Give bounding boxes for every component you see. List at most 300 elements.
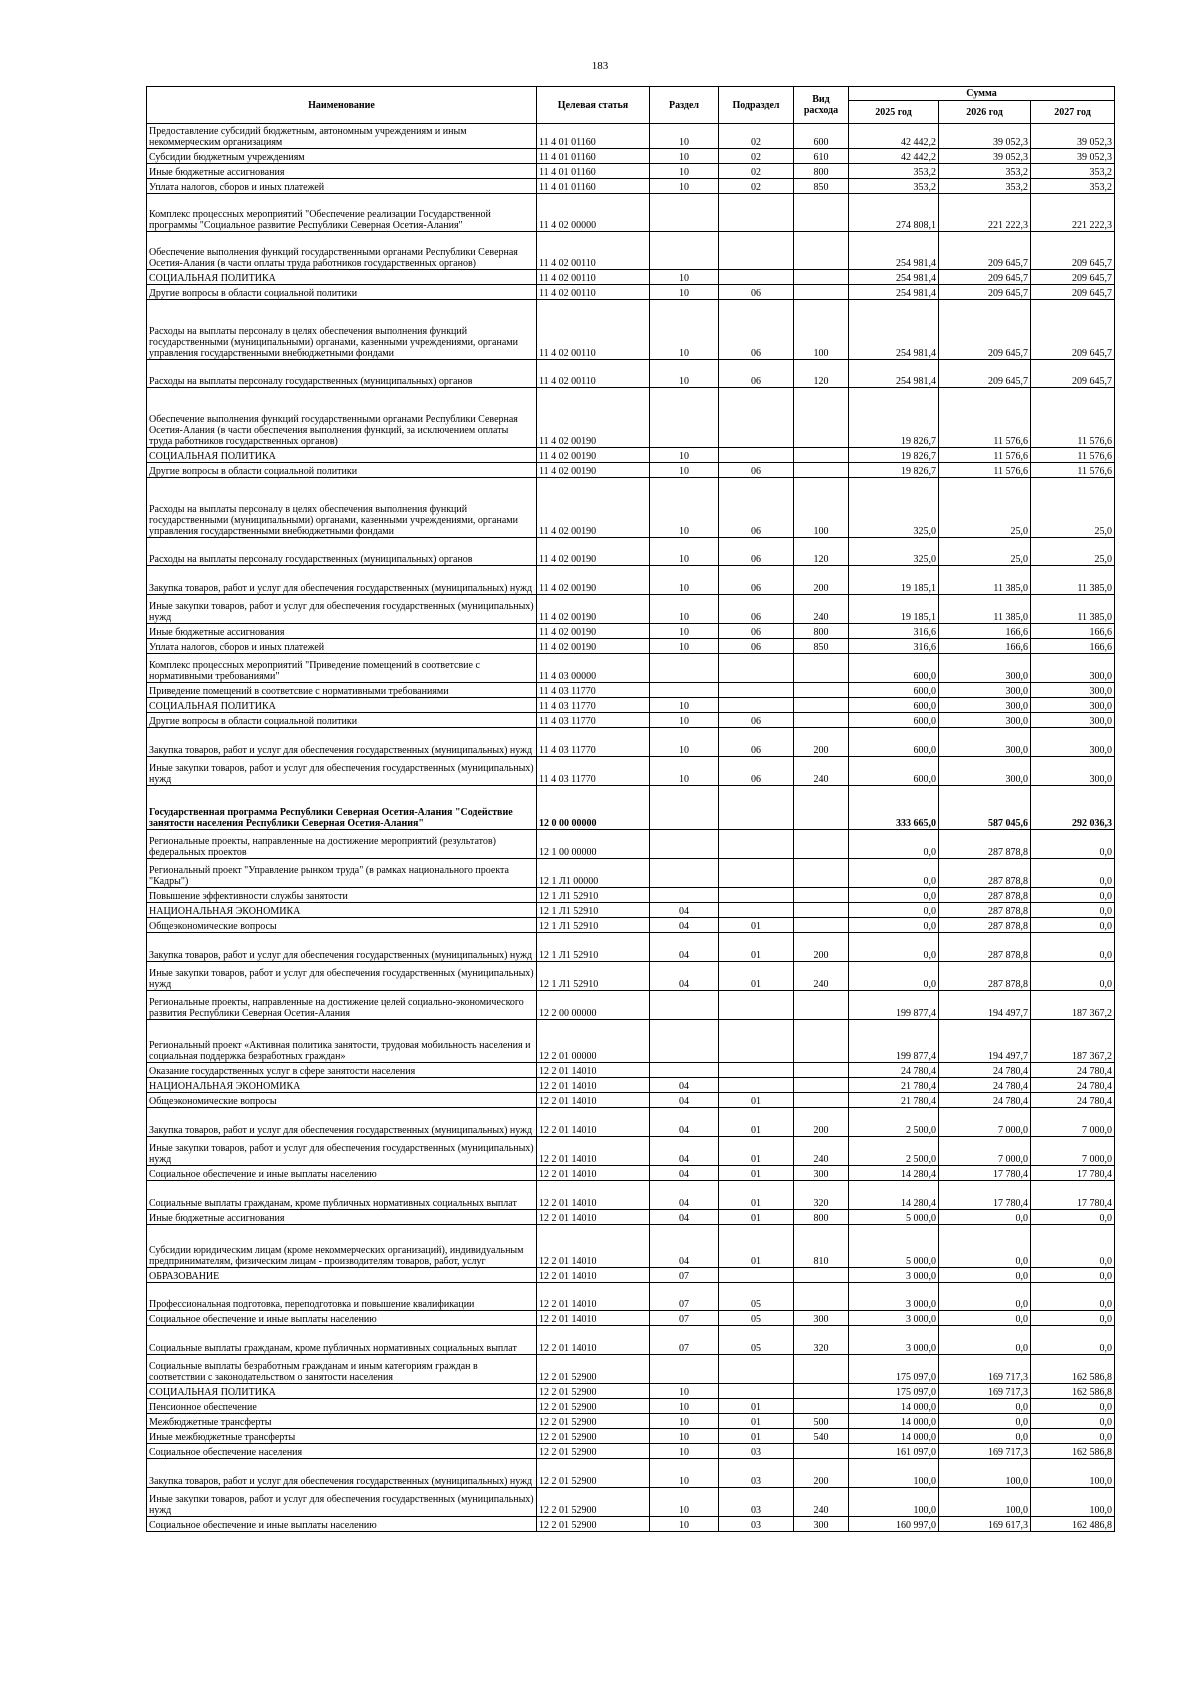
table-row — [147, 859, 1115, 888]
table-row — [147, 1488, 1115, 1517]
table-row — [147, 1355, 1115, 1384]
cell-2025: 100,0 — [849, 1488, 939, 1517]
table-row — [147, 538, 1115, 566]
table-row — [147, 1166, 1115, 1181]
cell-subsection — [719, 448, 794, 463]
cell-expense-type: 500 — [794, 1414, 849, 1429]
cell-target: 11 4 02 00190 — [537, 478, 650, 538]
cell-name: Предоставление субсидий бюджетным, автономным учреждениям и иным некоммерческим организациям — [147, 124, 537, 149]
cell-2026: 194 497,7 — [939, 991, 1031, 1020]
cell-2027: 300,0 — [1031, 683, 1115, 698]
cell-expense-type — [794, 1063, 849, 1078]
cell-expense-type: 200 — [794, 933, 849, 962]
cell-expense-type — [794, 1020, 849, 1063]
cell-subsection — [719, 194, 794, 232]
table-row — [147, 300, 1115, 360]
cell-expense-type: 320 — [794, 1326, 849, 1355]
cell-section — [650, 654, 719, 683]
cell-2026: 221 222,3 — [939, 194, 1031, 232]
cell-name: Региональный проект "Управление рынком труда" (в рамках национального проекта "Кадры") — [147, 859, 537, 888]
cell-target: 11 4 02 00190 — [537, 538, 650, 566]
cell-target: 12 0 00 00000 — [537, 786, 650, 830]
cell-name: Иные закупки товаров, работ и услуг для обеспечения государственных (муниципальных) нужд — [147, 757, 537, 786]
cell-expense-type — [794, 448, 849, 463]
table-row — [147, 1311, 1115, 1326]
cell-subsection — [719, 1268, 794, 1283]
cell-2025: 3 000,0 — [849, 1268, 939, 1283]
cell-section: 10 — [650, 300, 719, 360]
budget-table — [146, 86, 1115, 1532]
cell-2025: 100,0 — [849, 1459, 939, 1488]
cell-subsection: 01 — [719, 962, 794, 991]
cell-2026: 24 780,4 — [939, 1093, 1031, 1108]
cell-2025: 3 000,0 — [849, 1311, 939, 1326]
cell-expense-type: 240 — [794, 757, 849, 786]
cell-expense-type: 200 — [794, 728, 849, 757]
cell-2026: 100,0 — [939, 1488, 1031, 1517]
cell-subsection: 06 — [719, 566, 794, 595]
cell-target: 12 2 01 14010 — [537, 1268, 650, 1283]
cell-2026: 0,0 — [939, 1210, 1031, 1225]
cell-target: 12 2 01 14010 — [537, 1283, 650, 1311]
cell-target: 12 2 01 52900 — [537, 1444, 650, 1459]
cell-expense-type: 850 — [794, 639, 849, 654]
cell-2025: 0,0 — [849, 962, 939, 991]
cell-2027: 100,0 — [1031, 1459, 1115, 1488]
table-header — [147, 87, 1115, 124]
cell-section: 10 — [650, 1414, 719, 1429]
table-row — [147, 1063, 1115, 1078]
cell-section: 10 — [650, 639, 719, 654]
cell-2026: 24 780,4 — [939, 1063, 1031, 1078]
cell-section — [650, 786, 719, 830]
table-row — [147, 683, 1115, 698]
cell-section: 10 — [650, 566, 719, 595]
cell-subsection — [719, 830, 794, 859]
header-section: Раздел — [650, 87, 719, 124]
cell-subsection: 06 — [719, 463, 794, 478]
cell-2027: 0,0 — [1031, 903, 1115, 918]
table-row — [147, 124, 1115, 149]
cell-name: Другие вопросы в области социальной политики — [147, 463, 537, 478]
cell-expense-type: 610 — [794, 149, 849, 164]
cell-target: 12 2 01 14010 — [537, 1063, 650, 1078]
cell-2027: 162 586,8 — [1031, 1355, 1115, 1384]
cell-name: Закупка товаров, работ и услуг для обеспечения государственных (муниципальных) нужд — [147, 566, 537, 595]
cell-expense-type — [794, 786, 849, 830]
table-row — [147, 1444, 1115, 1459]
cell-expense-type: 120 — [794, 538, 849, 566]
table-row — [147, 1093, 1115, 1108]
cell-2025: 325,0 — [849, 538, 939, 566]
cell-expense-type: 600 — [794, 124, 849, 149]
cell-2027: 7 000,0 — [1031, 1137, 1115, 1166]
cell-section: 10 — [650, 478, 719, 538]
cell-2025: 254 981,4 — [849, 270, 939, 285]
table-row — [147, 1384, 1115, 1399]
cell-2026: 169 717,3 — [939, 1384, 1031, 1399]
cell-2025: 14 000,0 — [849, 1399, 939, 1414]
cell-expense-type — [794, 1355, 849, 1384]
table-row — [147, 1326, 1115, 1355]
cell-2026: 300,0 — [939, 757, 1031, 786]
cell-target: 11 4 02 00190 — [537, 639, 650, 654]
cell-target: 12 2 01 14010 — [537, 1181, 650, 1210]
cell-target: 11 4 03 11770 — [537, 728, 650, 757]
cell-subsection: 06 — [719, 538, 794, 566]
cell-name: СОЦИАЛЬНАЯ ПОЛИТИКА — [147, 270, 537, 285]
cell-2026: 287 878,8 — [939, 830, 1031, 859]
cell-2026: 287 878,8 — [939, 933, 1031, 962]
cell-2026: 166,6 — [939, 624, 1031, 639]
cell-2025: 0,0 — [849, 859, 939, 888]
cell-2025: 42 442,2 — [849, 124, 939, 149]
cell-subsection: 01 — [719, 918, 794, 933]
cell-subsection: 01 — [719, 933, 794, 962]
cell-expense-type — [794, 194, 849, 232]
cell-target: 11 4 02 00190 — [537, 388, 650, 448]
cell-expense-type: 120 — [794, 360, 849, 388]
cell-2026: 17 780,4 — [939, 1166, 1031, 1181]
cell-2026: 11 385,0 — [939, 595, 1031, 624]
cell-section — [650, 388, 719, 448]
cell-2025: 24 780,4 — [849, 1063, 939, 1078]
cell-2026: 25,0 — [939, 478, 1031, 538]
cell-target: 12 1 Л1 52910 — [537, 903, 650, 918]
cell-section — [650, 194, 719, 232]
cell-section: 07 — [650, 1283, 719, 1311]
cell-2026: 11 385,0 — [939, 566, 1031, 595]
cell-2025: 14 280,4 — [849, 1166, 939, 1181]
cell-2027: 11 576,6 — [1031, 463, 1115, 478]
cell-2027: 353,2 — [1031, 164, 1115, 179]
cell-name: Региональные проекты, направленные на достижение целей социально-экономического развития Республики Северная Осетия-Алания — [147, 991, 537, 1020]
header-expense-type: Вид расхода — [794, 87, 849, 124]
cell-subsection: 01 — [719, 1210, 794, 1225]
cell-subsection: 02 — [719, 149, 794, 164]
page-number: 183 — [591, 60, 609, 72]
cell-2027: 39 052,3 — [1031, 149, 1115, 164]
cell-expense-type — [794, 1078, 849, 1093]
cell-2027: 24 780,4 — [1031, 1063, 1115, 1078]
cell-target: 12 1 Л1 00000 — [537, 859, 650, 888]
cell-subsection — [719, 1355, 794, 1384]
cell-2025: 316,6 — [849, 639, 939, 654]
cell-subsection: 01 — [719, 1225, 794, 1268]
cell-expense-type — [794, 859, 849, 888]
cell-2027: 11 385,0 — [1031, 566, 1115, 595]
cell-target: 12 2 01 52900 — [537, 1399, 650, 1414]
cell-target: 12 2 01 14010 — [537, 1326, 650, 1355]
cell-2025: 14 000,0 — [849, 1414, 939, 1429]
cell-2027: 0,0 — [1031, 1210, 1115, 1225]
table-row — [147, 654, 1115, 683]
cell-target: 12 2 01 14010 — [537, 1166, 650, 1181]
cell-2026: 209 645,7 — [939, 285, 1031, 300]
cell-2025: 353,2 — [849, 164, 939, 179]
cell-2027: 300,0 — [1031, 757, 1115, 786]
cell-2025: 160 997,0 — [849, 1517, 939, 1532]
cell-2027: 300,0 — [1031, 728, 1115, 757]
cell-target: 12 2 01 52900 — [537, 1414, 650, 1429]
cell-section: 04 — [650, 1093, 719, 1108]
cell-2026: 300,0 — [939, 713, 1031, 728]
cell-2027: 11 385,0 — [1031, 595, 1115, 624]
cell-expense-type: 240 — [794, 1488, 849, 1517]
table-row — [147, 232, 1115, 270]
cell-section: 10 — [650, 164, 719, 179]
cell-2025: 600,0 — [849, 713, 939, 728]
cell-name: Расходы на выплаты персоналу государственных (муниципальных) органов — [147, 538, 537, 566]
table-row — [147, 595, 1115, 624]
cell-subsection: 01 — [719, 1399, 794, 1414]
cell-name: Социальное обеспечение и иные выплаты населению — [147, 1166, 537, 1181]
cell-section: 04 — [650, 1078, 719, 1093]
cell-section — [650, 1063, 719, 1078]
cell-expense-type: 800 — [794, 164, 849, 179]
cell-section: 10 — [650, 757, 719, 786]
table-row — [147, 1399, 1115, 1414]
cell-section: 10 — [650, 1429, 719, 1444]
cell-target: 11 4 02 00190 — [537, 595, 650, 624]
cell-section: 10 — [650, 538, 719, 566]
cell-section: 10 — [650, 1488, 719, 1517]
cell-2025: 353,2 — [849, 179, 939, 194]
cell-2026: 7 000,0 — [939, 1137, 1031, 1166]
cell-section: 10 — [650, 624, 719, 639]
cell-expense-type: 800 — [794, 624, 849, 639]
cell-expense-type: 240 — [794, 962, 849, 991]
cell-expense-type — [794, 1283, 849, 1311]
cell-2027: 166,6 — [1031, 639, 1115, 654]
header-2026: 2026 год — [939, 101, 1031, 124]
cell-2027: 11 576,6 — [1031, 388, 1115, 448]
cell-target: 11 4 02 00190 — [537, 566, 650, 595]
cell-target: 11 4 01 01160 — [537, 179, 650, 194]
cell-2027: 0,0 — [1031, 859, 1115, 888]
cell-target: 12 2 01 14010 — [537, 1137, 650, 1166]
cell-section: 10 — [650, 463, 719, 478]
cell-2025: 21 780,4 — [849, 1078, 939, 1093]
cell-2027: 0,0 — [1031, 1326, 1115, 1355]
cell-expense-type — [794, 388, 849, 448]
cell-expense-type — [794, 991, 849, 1020]
cell-2026: 0,0 — [939, 1311, 1031, 1326]
cell-expense-type: 100 — [794, 478, 849, 538]
cell-target: 12 2 01 14010 — [537, 1078, 650, 1093]
cell-2027: 187 367,2 — [1031, 1020, 1115, 1063]
cell-section — [650, 1355, 719, 1384]
cell-target: 11 4 03 00000 — [537, 654, 650, 683]
cell-subsection — [719, 654, 794, 683]
cell-expense-type — [794, 654, 849, 683]
cell-subsection: 05 — [719, 1283, 794, 1311]
cell-name: Субсидии бюджетным учреждениям — [147, 149, 537, 164]
cell-target: 12 2 01 52900 — [537, 1488, 650, 1517]
cell-target: 12 2 01 14010 — [537, 1108, 650, 1137]
cell-subsection — [719, 1020, 794, 1063]
cell-2027: 17 780,4 — [1031, 1181, 1115, 1210]
cell-section: 04 — [650, 1108, 719, 1137]
cell-subsection — [719, 683, 794, 698]
cell-name: Иные закупки товаров, работ и услуг для обеспечения государственных (муниципальных) нужд — [147, 962, 537, 991]
cell-subsection — [719, 1078, 794, 1093]
cell-2027: 0,0 — [1031, 918, 1115, 933]
table-row — [147, 1137, 1115, 1166]
cell-2027: 0,0 — [1031, 830, 1115, 859]
cell-2027: 0,0 — [1031, 1268, 1115, 1283]
cell-section: 10 — [650, 713, 719, 728]
cell-target: 12 2 01 00000 — [537, 1020, 650, 1063]
cell-2025: 5 000,0 — [849, 1225, 939, 1268]
cell-2027: 7 000,0 — [1031, 1108, 1115, 1137]
cell-target: 11 4 02 00110 — [537, 300, 650, 360]
cell-2027: 0,0 — [1031, 962, 1115, 991]
cell-expense-type — [794, 463, 849, 478]
cell-2026: 587 045,6 — [939, 786, 1031, 830]
table-row — [147, 1414, 1115, 1429]
cell-2026: 11 576,6 — [939, 463, 1031, 478]
cell-subsection: 01 — [719, 1181, 794, 1210]
cell-2025: 14 280,4 — [849, 1181, 939, 1210]
cell-target: 12 2 01 52900 — [537, 1355, 650, 1384]
cell-target: 11 4 02 00190 — [537, 448, 650, 463]
cell-2026: 353,2 — [939, 179, 1031, 194]
cell-2026: 0,0 — [939, 1225, 1031, 1268]
cell-2026: 209 645,7 — [939, 270, 1031, 285]
cell-name: Уплата налогов, сборов и иных платежей — [147, 179, 537, 194]
cell-name: Иные закупки товаров, работ и услуг для обеспечения государственных (муниципальных) нужд — [147, 1488, 537, 1517]
cell-name: Закупка товаров, работ и услуг для обеспечения государственных (муниципальных) нужд — [147, 933, 537, 962]
cell-section: 10 — [650, 1384, 719, 1399]
table-row — [147, 728, 1115, 757]
table-row — [147, 478, 1115, 538]
cell-2027: 0,0 — [1031, 1399, 1115, 1414]
cell-subsection — [719, 786, 794, 830]
cell-name: Закупка товаров, работ и услуг для обеспечения государственных (муниципальных) нужд — [147, 1459, 537, 1488]
cell-name: Закупка товаров, работ и услуг для обеспечения государственных (муниципальных) нужд — [147, 728, 537, 757]
cell-2027: 300,0 — [1031, 698, 1115, 713]
cell-expense-type: 300 — [794, 1311, 849, 1326]
cell-section: 10 — [650, 1517, 719, 1532]
cell-2025: 42 442,2 — [849, 149, 939, 164]
cell-name: Комплекс процессных мероприятий "Приведение помещений в соответсвие с нормативными требованиями" — [147, 654, 537, 683]
cell-name: Социальные выплаты гражданам, кроме публичных нормативных социальных выплат — [147, 1181, 537, 1210]
cell-2026: 287 878,8 — [939, 903, 1031, 918]
cell-name: Социальное обеспечение населения — [147, 1444, 537, 1459]
cell-expense-type — [794, 683, 849, 698]
cell-section — [650, 991, 719, 1020]
cell-subsection: 03 — [719, 1459, 794, 1488]
cell-2026: 169 717,3 — [939, 1444, 1031, 1459]
cell-section: 04 — [650, 933, 719, 962]
cell-target: 11 4 02 00110 — [537, 285, 650, 300]
cell-2026: 169 617,3 — [939, 1517, 1031, 1532]
cell-2027: 25,0 — [1031, 478, 1115, 538]
cell-2027: 0,0 — [1031, 1311, 1115, 1326]
cell-expense-type: 320 — [794, 1181, 849, 1210]
cell-subsection — [719, 232, 794, 270]
cell-2025: 19 826,7 — [849, 448, 939, 463]
cell-subsection: 01 — [719, 1093, 794, 1108]
cell-2027: 209 645,7 — [1031, 360, 1115, 388]
cell-section — [650, 232, 719, 270]
table-row — [147, 1020, 1115, 1063]
cell-section — [650, 1020, 719, 1063]
cell-2025: 600,0 — [849, 654, 939, 683]
cell-2025: 19 826,7 — [849, 388, 939, 448]
cell-subsection — [719, 1063, 794, 1078]
cell-2027: 209 645,7 — [1031, 300, 1115, 360]
cell-subsection: 06 — [719, 713, 794, 728]
cell-expense-type: 100 — [794, 300, 849, 360]
cell-name: Социальное обеспечение и иные выплаты населению — [147, 1311, 537, 1326]
cell-target: 11 4 02 00110 — [537, 270, 650, 285]
cell-2027: 24 780,4 — [1031, 1093, 1115, 1108]
cell-2025: 21 780,4 — [849, 1093, 939, 1108]
cell-section: 04 — [650, 1210, 719, 1225]
cell-expense-type — [794, 713, 849, 728]
cell-2027: 209 645,7 — [1031, 285, 1115, 300]
cell-target: 12 2 01 14010 — [537, 1225, 650, 1268]
cell-name: Иные межбюджетные трансферты — [147, 1429, 537, 1444]
cell-2026: 300,0 — [939, 728, 1031, 757]
cell-section: 10 — [650, 1399, 719, 1414]
header-2025: 2025 год — [849, 101, 939, 124]
cell-target: 12 2 01 52900 — [537, 1517, 650, 1532]
cell-2026: 7 000,0 — [939, 1108, 1031, 1137]
cell-target: 12 1 Л1 52910 — [537, 962, 650, 991]
cell-subsection: 06 — [719, 757, 794, 786]
cell-2027: 162 586,8 — [1031, 1384, 1115, 1399]
cell-2025: 600,0 — [849, 728, 939, 757]
cell-subsection — [719, 698, 794, 713]
cell-subsection: 01 — [719, 1429, 794, 1444]
cell-2025: 19 185,1 — [849, 566, 939, 595]
cell-2025: 2 500,0 — [849, 1137, 939, 1166]
cell-2025: 0,0 — [849, 903, 939, 918]
cell-2026: 300,0 — [939, 654, 1031, 683]
cell-2025: 199 877,4 — [849, 991, 939, 1020]
cell-2027: 0,0 — [1031, 1429, 1115, 1444]
cell-name: Повышение эффективности службы занятости — [147, 888, 537, 903]
cell-2026: 0,0 — [939, 1326, 1031, 1355]
table-row — [147, 164, 1115, 179]
cell-2025: 161 097,0 — [849, 1444, 939, 1459]
cell-section: 10 — [650, 124, 719, 149]
cell-expense-type: 850 — [794, 179, 849, 194]
cell-name: Расходы на выплаты персоналу государственных (муниципальных) органов — [147, 360, 537, 388]
cell-subsection — [719, 991, 794, 1020]
header-target: Целевая статья — [537, 87, 650, 124]
cell-name: Обеспечение выполнения функций государственными органами Республики Северная Осетия-Алания (в части оплаты труда работников государственных органов) — [147, 232, 537, 270]
cell-expense-type — [794, 270, 849, 285]
cell-name: Государственная программа Республики Северная Осетия-Алания "Содействие занятости населения Республики Северная Осетия-Алания" — [147, 786, 537, 830]
cell-subsection: 06 — [719, 639, 794, 654]
table-row — [147, 1268, 1115, 1283]
cell-subsection: 01 — [719, 1137, 794, 1166]
cell-target: 12 1 Л1 52910 — [537, 918, 650, 933]
cell-name: Приведение помещений в соответсвие с нормативными требованиями — [147, 683, 537, 698]
cell-section: 04 — [650, 918, 719, 933]
cell-2026: 166,6 — [939, 639, 1031, 654]
cell-2026: 39 052,3 — [939, 149, 1031, 164]
cell-target: 11 4 01 01160 — [537, 149, 650, 164]
cell-expense-type — [794, 1268, 849, 1283]
cell-2027: 162 486,8 — [1031, 1517, 1115, 1532]
cell-2025: 19 185,1 — [849, 595, 939, 624]
cell-2027: 162 586,8 — [1031, 1444, 1115, 1459]
